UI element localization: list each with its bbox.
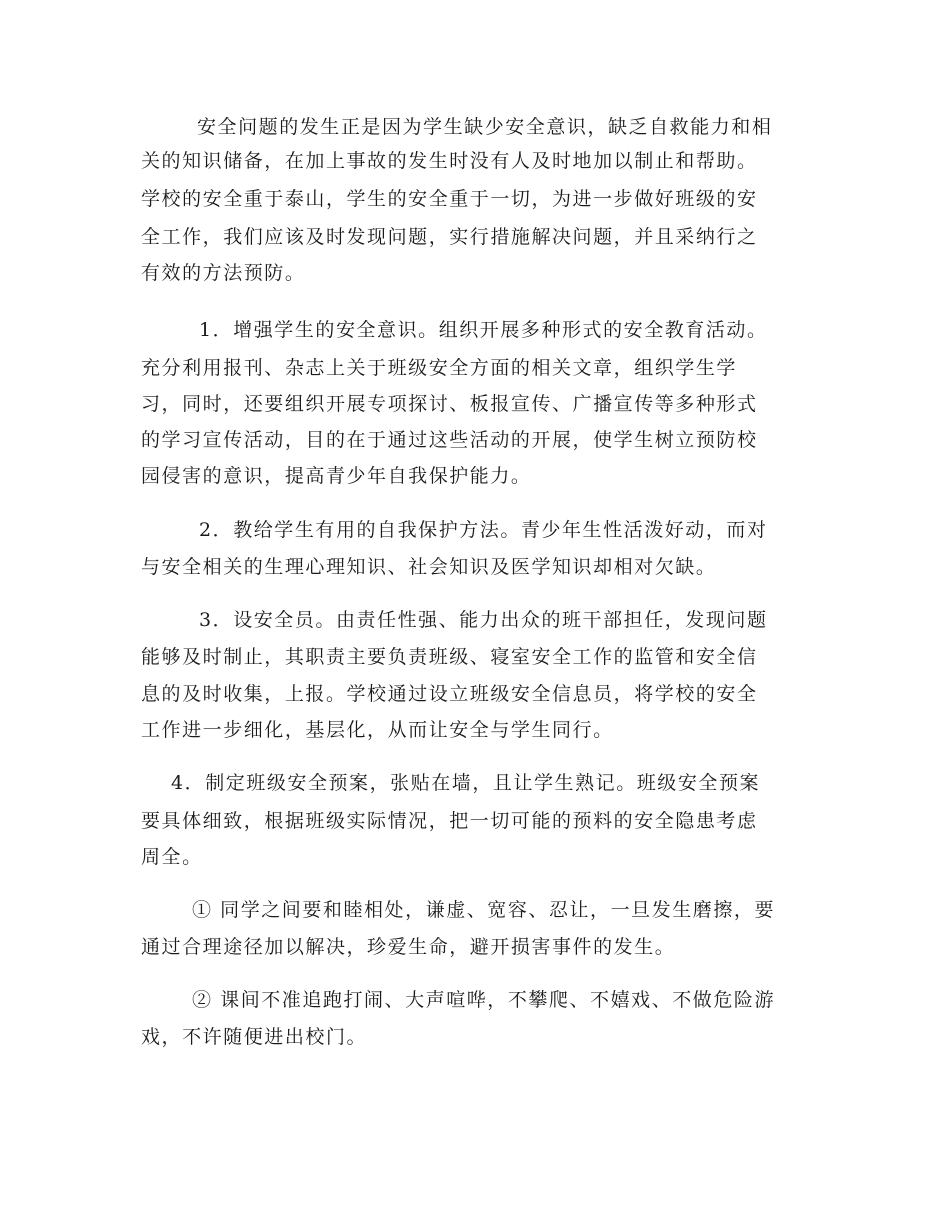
paragraph-line: 学校的安全重于泰山，学生的安全重于一切，为进一步做好班级的安 [141, 188, 758, 210]
paragraph-line: 园侵害的意识，提高青少年自我保护能力。 [141, 465, 532, 487]
paragraph-line: 关的知识储备，在加上事故的发生时没有人及时地加以制止和帮助。 [141, 150, 758, 172]
paragraph-line: 安全问题的发生正是因为学生缺少安全意识，缺乏自救能力和相 [197, 116, 773, 138]
paragraph-line: ① 同学之间要和睦相处，谦虚、宽容、忍让，一旦发生磨擦，要 [192, 899, 775, 921]
paragraph-line: 4．制定班级安全预案，张贴在墙，且让学生熟记。班级安全预案 [171, 772, 761, 794]
paragraph-line: 2．教给学生有用的自我保护方法。青少年生性活泼好动，而对 [199, 519, 768, 541]
paragraph-line: ② 课间不准追跑打闹、大声喧哗，不攀爬、不嬉戏、不做危险游 [192, 989, 775, 1011]
paragraph-line: 能够及时制止，其职责主要负责班级、寝室安全工作的监管和安全信 [141, 646, 758, 668]
paragraph-line: 全工作，我们应该及时发现问题，实行措施解决问题，并且采纳行之 [141, 226, 758, 248]
paragraph-line: 戏，不许随便进出校门。 [141, 1026, 368, 1048]
paragraph-line: 与安全相关的生理心理知识、社会知识及医学知识却相对欠缺。 [141, 556, 717, 578]
paragraph-line: 有效的方法预防。 [141, 262, 306, 284]
paragraph-line: 1．增强学生的安全意识。组织开展多种形式的安全教育活动。 [199, 319, 768, 341]
paragraph-line: 要具体细致，根据班级实际情况，把一切可能的预料的安全隐患考虑 [141, 810, 758, 832]
paragraph-line: 习，同时，还要组织开展专项探讨、板报宣传、广播宣传等多种形式 [141, 393, 758, 415]
paragraph-line: 通过合理途径加以解决，珍爱生命，避开损害事件的发生。 [141, 936, 676, 958]
paragraph-line: 的学习宣传活动，目的在于通过这些活动的开展，使学生树立预防校 [141, 429, 758, 451]
paragraph-line: 息的及时收集，上报。学校通过设立班级安全信息员，将学校的安全 [141, 683, 758, 705]
paragraph-line: 充分利用报刊、杂志上关于班级安全方面的相关文章，组织学生学 [141, 357, 737, 379]
paragraph-line: 工作进一步细化，基层化，从而让安全与学生同行。 [141, 719, 614, 741]
paragraph-line: 周全。 [141, 846, 203, 868]
paragraph-line: 3．设安全员。由责任性强、能力出众的班干部担任，发现问题 [199, 609, 768, 631]
